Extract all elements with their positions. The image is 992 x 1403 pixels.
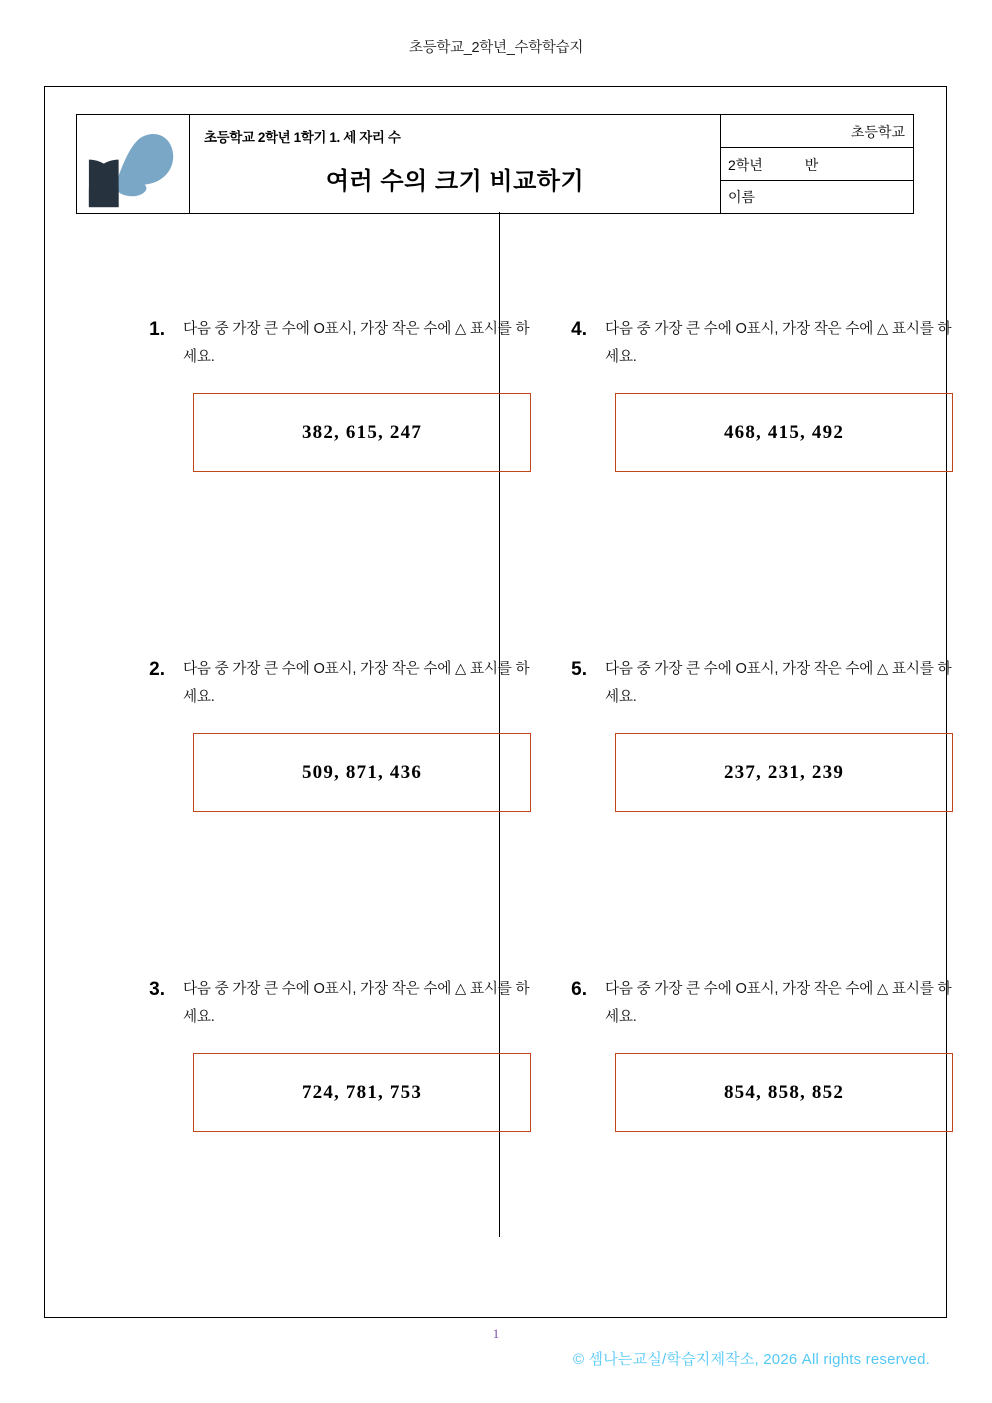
number-set: 237, 231, 239 — [723, 761, 845, 783]
water-drop-logo-icon — [77, 115, 189, 212]
grade-label: 2학년 — [728, 157, 763, 173]
number-set: 382, 615, 247 — [301, 421, 423, 443]
number-set: 509, 871, 436 — [301, 761, 423, 783]
name-label: 이름 — [728, 189, 756, 205]
problem-number: 3. — [149, 979, 165, 1000]
number-set: 468, 415, 492 — [723, 421, 845, 443]
number-set: 854, 858, 852 — [723, 1081, 845, 1103]
unit-line: 초등학교 2학년 1학기 1. 세 자리 수 — [204, 130, 401, 145]
problem-number: 5. — [571, 659, 587, 680]
grade-class-row[interactable] — [721, 148, 913, 181]
logo-cell — [77, 115, 190, 213]
answer-box[interactable] — [193, 733, 531, 812]
problem-prompt: 다음 중 가장 큰 수에 O표시, 가장 작은 수에 △ 표시를 하세요. — [605, 981, 952, 1025]
answer-box[interactable] — [193, 1053, 531, 1132]
page-title: 여러 수의 크기 비교하기 — [325, 168, 585, 195]
copyright-notice: © 셈나는교실/학습지제작소, 2026 All rights reserved. — [572, 1351, 930, 1368]
problem-number: 1. — [149, 319, 165, 340]
problem-number: 4. — [571, 319, 587, 340]
problem-prompt: 다음 중 가장 큰 수에 O표시, 가장 작은 수에 △ 표시를 하세요. — [605, 321, 952, 365]
problem-number: 2. — [149, 659, 165, 680]
answer-box[interactable] — [615, 733, 953, 812]
answer-box[interactable] — [193, 393, 531, 472]
problem-number: 6. — [571, 979, 587, 1000]
student-info-cell — [721, 115, 913, 213]
worksheet-header-table — [76, 114, 914, 214]
problem-prompt: 다음 중 가장 큰 수에 O표시, 가장 작은 수에 △ 표시를 하세요. — [183, 661, 530, 705]
problem-prompt: 다음 중 가장 큰 수에 O표시, 가장 작은 수에 △ 표시를 하세요. — [605, 661, 952, 705]
running-head: 초등학교_2학년_수학학습지 — [408, 40, 584, 56]
school-label: 초등학교 — [850, 124, 905, 140]
school-row — [721, 115, 913, 148]
page-frame — [44, 86, 952, 1318]
name-row[interactable] — [721, 181, 913, 213]
number-set: 724, 781, 753 — [301, 1081, 423, 1103]
class-label: 반 — [804, 157, 819, 173]
title-cell — [190, 115, 721, 213]
answer-box[interactable] — [615, 393, 953, 472]
problem-prompt: 다음 중 가장 큰 수에 O표시, 가장 작은 수에 △ 표시를 하세요. — [183, 981, 530, 1025]
answer-box[interactable] — [615, 1053, 953, 1132]
problem-prompt: 다음 중 가장 큰 수에 O표시, 가장 작은 수에 △ 표시를 하세요. — [183, 321, 530, 365]
page-number: 1 — [492, 1326, 500, 1341]
